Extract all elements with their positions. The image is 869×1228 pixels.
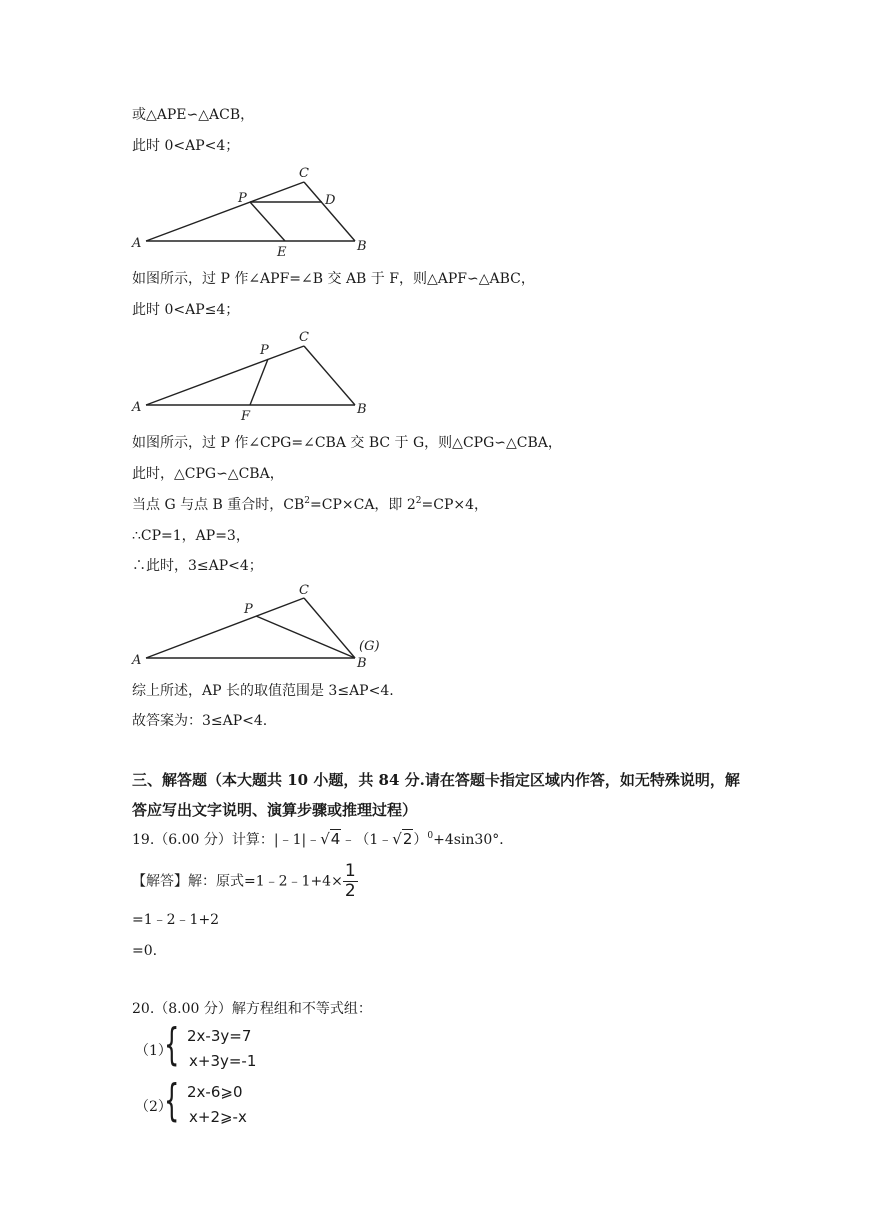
svg-text:P: P [260, 343, 269, 358]
text-line: ∴CP=1，AP=3， [132, 528, 250, 544]
text-line: 如图所示，过 P 作∠APF=∠B 交 AB 于 F，则△APF∽△ABC， [132, 271, 535, 287]
section-heading: 答应写出文字说明、演算步骤或推理过程） [132, 801, 418, 819]
answer-19: 【解答】解：原式=1﹣2﹣1+4× $\frac{1}{2}$ [132, 861, 356, 901]
text-line: ∴此时，3≤AP<4； [132, 558, 263, 574]
section-heading: 三、解答题（本大题共 10 小题，共 84 分.请在答题卡指定区域内作答，如无特殊说明，解 [132, 771, 740, 789]
svg-text:E: E [277, 245, 287, 260]
brace-icon: { [164, 1019, 180, 1070]
svg-text:A: A [132, 236, 142, 251]
svg-text:C: C [299, 330, 309, 345]
svg-text:C: C [299, 583, 309, 598]
text-line: 此时，△CPG∽△CBA， [132, 466, 284, 482]
text-line: 当点 G 与点 B 重合时，$CB^2=CP\times CA$，即 $2^2=CP\times 4$， [132, 496, 489, 513]
triangle-figure-apf [128, 328, 378, 426]
text-line: =1﹣2﹣1+2 [132, 912, 220, 928]
svg-text:D: D [325, 193, 336, 208]
triangle-figure-cpg [128, 580, 388, 672]
sqrt-2: √2 [392, 830, 413, 848]
triangle-figure-ape [128, 162, 378, 260]
brace-icon: { [164, 1075, 180, 1126]
text-line: 如图所示，过 P 作∠CPG=∠CBA 交 BC 于 G，则△CPG∽△CBA， [132, 435, 562, 451]
svg-text:A: A [132, 400, 142, 415]
svg-text:P: P [244, 602, 253, 617]
svg-text:(G): (G) [359, 639, 380, 654]
question-19: 19.（6.00 分）计算：|﹣1|﹣√4﹣（1﹣√2）$^0$+4sin30°． [132, 830, 514, 848]
text-line: 故答案为：3≤AP<4. [132, 713, 268, 729]
text-line: 此时 0<AP≤4； [132, 302, 240, 318]
question-20: 20.（8.00 分）解方程组和不等式组： [132, 1001, 372, 1017]
text-line: 此时 0<AP<4； [132, 138, 240, 154]
text-line: 或△APE∽△ACB， [132, 107, 255, 123]
text-line: =0. [132, 943, 158, 959]
svg-text:F: F [241, 409, 251, 424]
text-line: 综上所述，AP 长的取值范围是 3≤AP<4. [132, 683, 394, 699]
svg-text:B: B [357, 656, 367, 671]
sqrt-4: √4 [320, 830, 341, 848]
svg-text:A: A [132, 653, 142, 668]
fraction-one-half: $\frac{1}{2}$ [344, 861, 356, 901]
svg-text:P: P [238, 191, 247, 206]
svg-text:C: C [299, 166, 309, 181]
svg-text:B: B [357, 402, 367, 417]
svg-text:B: B [357, 239, 367, 254]
